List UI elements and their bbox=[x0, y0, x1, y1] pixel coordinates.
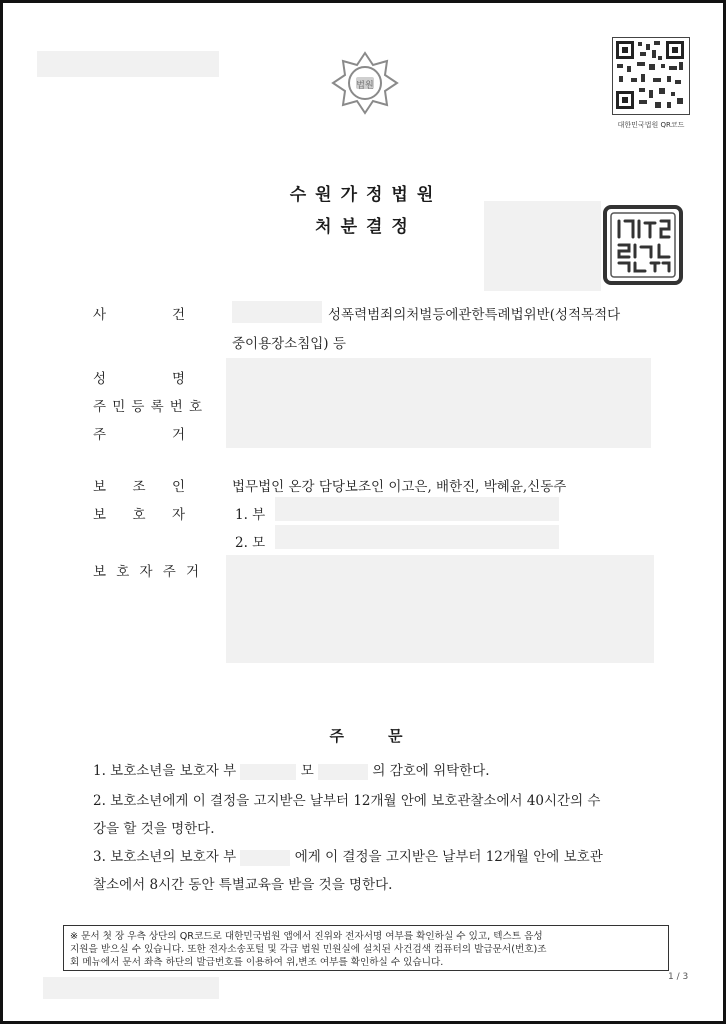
order-item-1-part-a: 1. 보호소년을 보호자 부 bbox=[93, 763, 237, 779]
order-item-3-line1 bbox=[93, 845, 603, 866]
emblem-label: 법원 bbox=[356, 80, 374, 91]
assistant-value: 법무법인 온강 담당보조인 이고은, 배한진, 박혜윤,신동주 bbox=[232, 479, 567, 495]
order-item-1-part-b: 모 bbox=[300, 763, 314, 779]
name-label: 성 명 bbox=[93, 371, 185, 387]
guardian-label: 보 호 자 bbox=[93, 507, 185, 523]
case-value-line1: 성폭력범죄의처벌등에관한특례법위반(성적목적다 bbox=[328, 307, 621, 323]
notice-line-2: 지원을 받으실 수 있습니다. 또한 전자소송포털 및 각급 법원 민원실에 설치된 사건검색 컴퓨터의 발급문서(번호)조 bbox=[70, 944, 547, 955]
case-label: 사 건 bbox=[93, 307, 185, 323]
qr-caption: 대한민국법원 QR코드 bbox=[617, 121, 685, 129]
guardian-address-label: 보 호 자 주 거 bbox=[93, 564, 203, 580]
court-emblem-icon bbox=[329, 47, 401, 119]
redacted-personal-info bbox=[226, 358, 651, 448]
court-seal-stamp bbox=[601, 203, 685, 287]
redacted-mother-name bbox=[275, 525, 559, 549]
redacted-father-inline bbox=[240, 764, 296, 780]
case-value-line2: 중이용장소침입) 등 bbox=[232, 336, 346, 352]
order-item-1-part-c: 의 감호에 위탁한다. bbox=[372, 763, 490, 779]
verification-notice-box bbox=[63, 925, 669, 971]
order-item-3-line2: 찰소에서 8시간 동안 특별교육을 받을 것을 명한다. bbox=[93, 877, 393, 893]
guardian-father: 1. 부 bbox=[235, 507, 266, 523]
document-title: 처분결정 bbox=[315, 217, 417, 237]
redacted-header-number bbox=[37, 51, 219, 77]
qr-code-icon bbox=[612, 37, 690, 115]
redacted-mother-inline bbox=[318, 764, 368, 780]
rrn-label: 주 민 등 록 번 호 bbox=[93, 399, 203, 415]
redacted-guardian-address bbox=[226, 555, 654, 663]
order-item-1 bbox=[93, 759, 490, 780]
order-item-2-line2: 강을 할 것을 명한다. bbox=[93, 821, 215, 837]
redacted-father-inline-2 bbox=[240, 850, 290, 866]
address-label: 주 거 bbox=[93, 427, 185, 443]
order-title: 주문 bbox=[329, 727, 447, 745]
assistant-label: 보 조 인 bbox=[93, 479, 185, 495]
guardian-mother: 2. 모 bbox=[235, 535, 266, 551]
redacted-case-number bbox=[232, 301, 322, 323]
order-item-2-line1: 2. 보호소년에게 이 결정을 고지받은 날부터 12개월 안에 보호관찰소에서 40시간의 수 bbox=[93, 793, 601, 809]
page-number: 1 / 3 bbox=[668, 972, 689, 982]
order-item-3-part-a: 3. 보호소년의 보호자 부 bbox=[93, 849, 237, 865]
redacted-issue-number bbox=[43, 977, 219, 999]
notice-line-3: 회 메뉴에서 문서 좌측 하단의 발급번호를 이용하여 위,변조 여부를 확인하실 수 있습니다. bbox=[70, 957, 444, 968]
court-name: 수원가정법원 bbox=[289, 185, 443, 205]
redacted-father-name bbox=[275, 497, 559, 521]
notice-line-1: ※ 문서 첫 장 우측 상단의 QR코드로 대한민국법원 앱에서 진위와 전자서명 여부를 확인하실 수 있고, 텍스트 음성 bbox=[70, 931, 543, 942]
order-item-3-part-b: 에게 이 결정을 고지받은 날부터 12개월 안에 보호관 bbox=[294, 849, 603, 865]
